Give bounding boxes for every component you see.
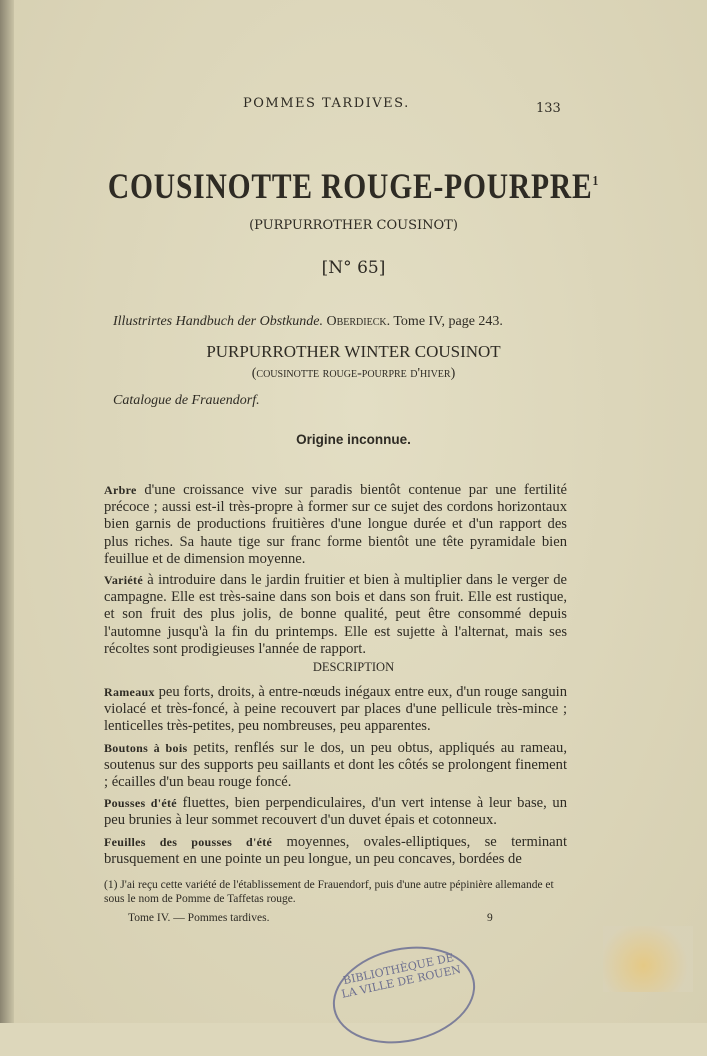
desc-pousses [104, 795, 567, 829]
desc-boutons [104, 740, 567, 792]
title-text: COUSINOTTE ROUGE-POURPRE [107, 166, 593, 206]
variety-number: [N° 65] [321, 258, 386, 278]
text: à introduire dans le jardin fruitier et bien à multiplier dans le verger de campagne. Elle est très-saine dans son bois et dans son fruit. Elle est rustique, et son fruit des plus jolis, de bonne qualité, peut être consommé depuis l'automne jusqu'à la fin du printemps. Elle est sujette à l'alternat, mais ses récoltes sont prodigieuses l'année de rapport. [104, 572, 567, 657]
text: petits, renflés sur le dos, un peu obtus, appliqués au rameau, soutenus sur des supports peu saillants et dont les côtés se prolongent finement ; écailles d'un beau rouge foncé. [104, 739, 567, 791]
description-heading: DESCRIPTION [312, 660, 395, 674]
lead: Rameaux [104, 685, 155, 699]
variety-title [64, 165, 644, 207]
synonym: PURPURROTHER WINTER COUSINOT [206, 342, 501, 361]
reference-oberdieck [113, 314, 503, 330]
text: moyennes, ovales-elliptiques, se terminant brusquement en une pointe un peu longue, un peu concaves, bordées de [104, 833, 567, 867]
ref-title: Illustrirtes Handbuch der Obstkunde. [113, 314, 323, 329]
lead: Pousses d'été [104, 796, 177, 811]
text: d'une croissance vive sur paradis bientôt contenue par une fertilité précoce ; aussi est-il très-propre à former sur ce sujet des cordons horizontaux bien garnis de productions fruitières d'une longue durée et d'un rapport des plus riches. Sa haute tige sur franc forme bientôt une tête pyramidale bien feuillue et de dimension moyenne. [104, 482, 567, 567]
lead: Feuilles des pousses d'été [104, 834, 273, 849]
description-text [104, 684, 567, 872]
signature-mark: 9 [487, 912, 493, 924]
reference-frauendorf [113, 393, 260, 409]
footnote: (1) J'ai reçu cette variété de l'établissement de Frauendorf, puis d'une autre pépinière allemande et sous le nom de Pomme de Taffetas rouge. [104, 879, 554, 905]
paragraph-variete [104, 572, 567, 658]
synonym-translation: (cousinotte rouge-pourpre d'hiver) [251, 366, 456, 381]
volume-footer: Tome IV. — Pommes tardives. [128, 912, 270, 924]
footnote-marker: 1 [592, 174, 600, 189]
page-number: 133 [536, 101, 561, 116]
desc-feuilles [104, 834, 567, 868]
lead: Boutons à bois [104, 740, 188, 755]
origin: Origine inconnue. [296, 432, 411, 447]
variety-subtitle: (PURPURROTHER COUSINOT) [249, 218, 458, 233]
fruit-logo-watermark [603, 926, 693, 992]
lead: Arbre [104, 483, 137, 497]
text: fluettes, bien perpendiculaires, d'un vert intense à leur base, un peu brunies à leur sommet recouvert d'un duvet épais et cotonneux. [104, 795, 567, 829]
desc-rameaux [104, 684, 567, 736]
intro-text [104, 482, 567, 662]
paragraph-arbre [104, 482, 567, 568]
book-spine-shadow [0, 0, 14, 1023]
ref-page: Tome IV, page 243. [393, 314, 503, 329]
ref2-title: Catalogue de Frauendorf. [113, 393, 260, 408]
running-title: POMMES TARDIVES. [243, 96, 410, 111]
stamp-text: BIBLIOTHÈQUE DE LA VILLE DE ROUEN [340, 950, 463, 1001]
lead: Variété [104, 573, 143, 588]
text: peu forts, droits, à entre-nœuds inégaux entre eux, d'un rouge sanguin violacé et très-foncé, à peine recouvert par places d'une pellicule très-mince ; lenticelles très-petites, peu nombreuses, peu apparentes. [104, 684, 567, 735]
ref-author: Oberdieck. [326, 314, 391, 329]
